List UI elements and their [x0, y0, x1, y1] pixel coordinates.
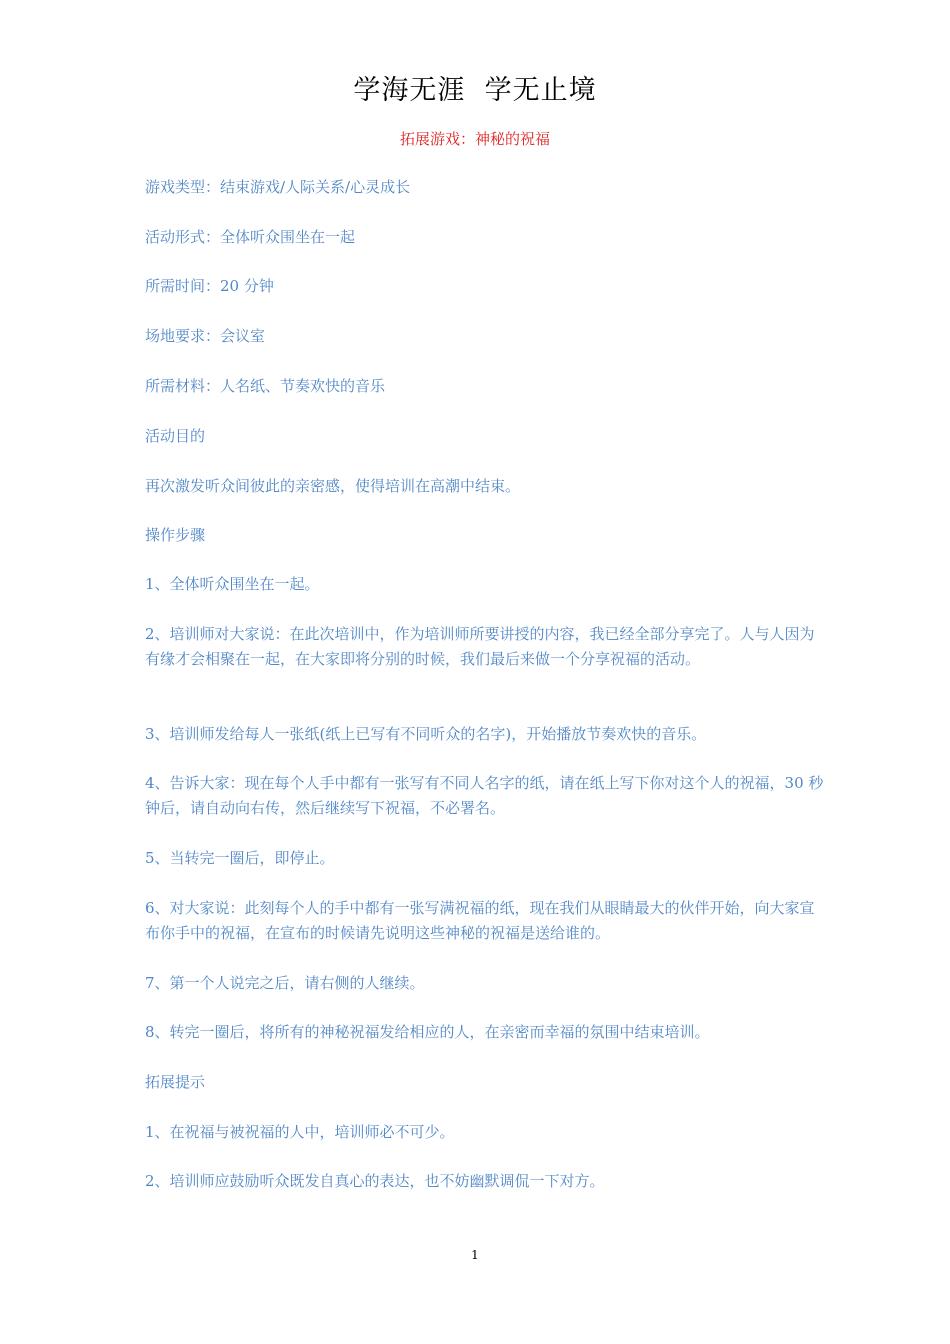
step-4: 4、告诉大家：现在每个人手中都有一张写有不同人名字的纸，请在纸上写下你对这个人的祝福，30 秒钟后，请自动向右传，然后继续写下祝福，不必署名。: [145, 774, 824, 817]
activity-form-line: 活动形式：全体听众围坐在一起: [145, 228, 356, 246]
document-subtitle: 拓展游戏：神秘的祝福: [399, 130, 550, 148]
step-2: 2、培训师对大家说：在此次培训中，作为培训师所要讲授的内容，我已经全部分享完了。人与人因为有缘才会相聚在一起，在大家即将分别的时候，我们最后来做一个分享祝福的活动。: [145, 625, 815, 668]
step-5: 5、当转完一圈后，即停止。: [145, 849, 335, 867]
purpose-heading: 活动目的: [145, 427, 206, 445]
document-title: 学海无涯 学无止境: [353, 75, 597, 106]
venue-line: 场地要求：会议室: [145, 327, 266, 345]
tip-2: 2、培训师应鼓励听众既发自真心的表达，也不妨幽默调侃一下对方。: [145, 1172, 605, 1190]
materials-line: 所需材料：人名纸、节奏欢快的音乐: [145, 377, 386, 395]
time-needed-line: 所需时间：20 分钟: [145, 277, 274, 295]
page-number: 1: [471, 1248, 479, 1262]
game-type-line: 游戏类型：结束游戏/人际关系/心灵成长: [145, 178, 411, 196]
step-7: 7、第一个人说完之后，请右侧的人继续。: [145, 974, 425, 992]
step-3: 3、培训师发给每人一张纸(纸上已写有不同听众的名字)，开始播放节奏欢快的音乐。: [145, 725, 707, 743]
tips-heading: 拓展提示: [145, 1073, 206, 1091]
steps-heading: 操作步骤: [145, 526, 206, 544]
step-6: 6、对大家说：此刻每个人的手中都有一张写满祝福的纸，现在我们从眼睛最大的伙伴开始，向大家宣布你手中的祝福，在宣布的时候请先说明这些神秘的祝福是送给谁的。: [145, 899, 815, 942]
purpose-paragraph: 再次激发听众间彼此的亲密感，使得培训在高潮中结束。: [145, 477, 521, 495]
tip-1: 1、在祝福与被祝福的人中，培训师必不可少。: [145, 1123, 455, 1141]
step-1: 1、全体听众围坐在一起。: [145, 575, 320, 593]
step-8: 8、转完一圈后，将所有的神秘祝福发给相应的人，在亲密而幸福的氛围中结束培训。: [145, 1023, 710, 1041]
